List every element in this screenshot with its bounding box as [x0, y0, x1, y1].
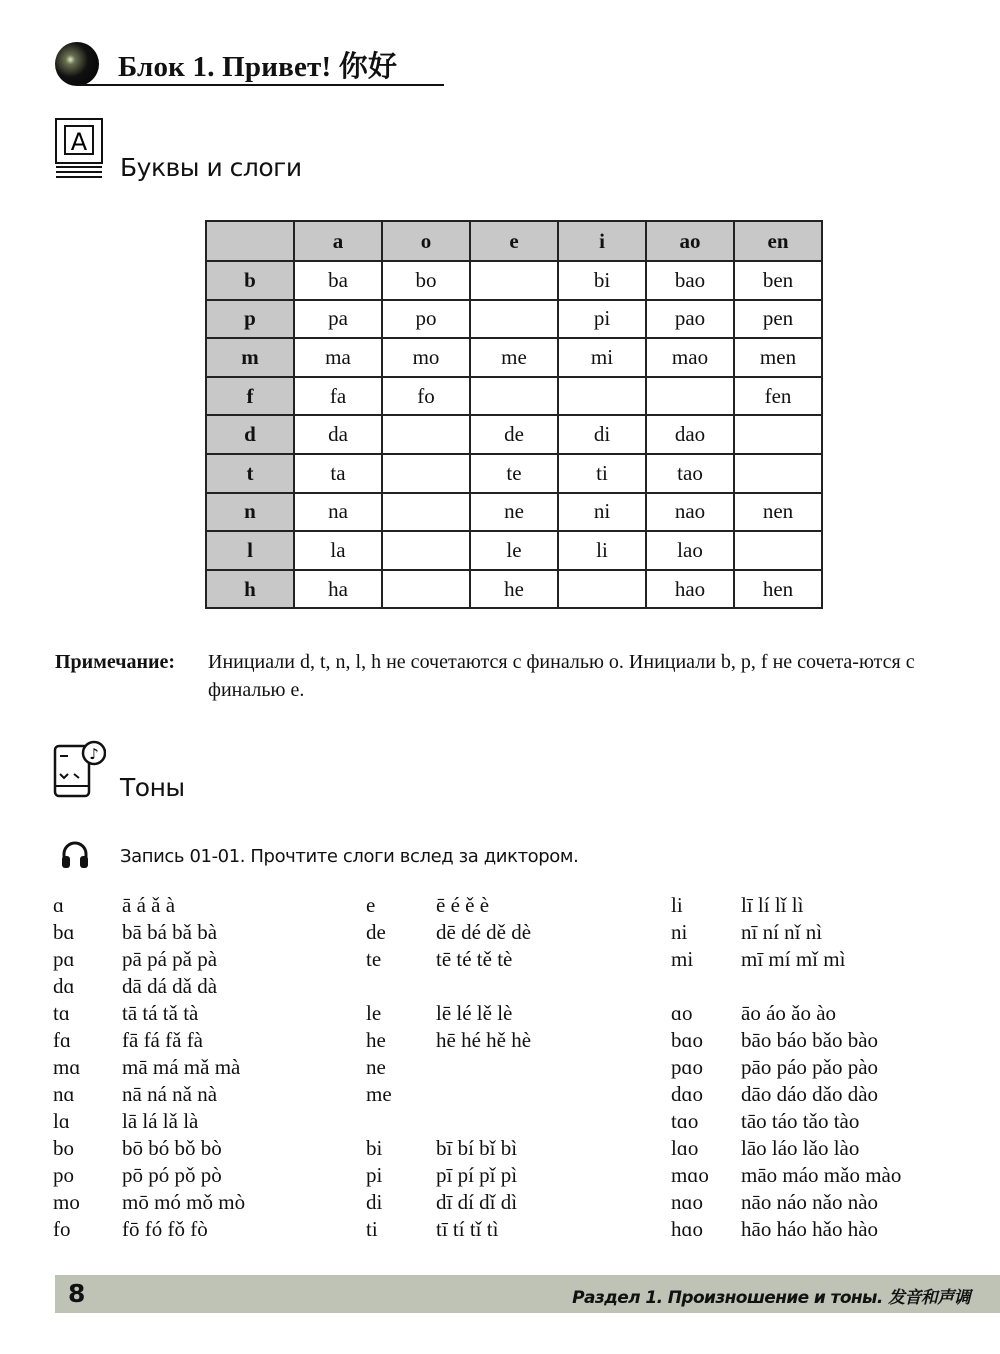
syllable: lɑo [671, 1136, 699, 1160]
note-text: Инициали d, t, n, l, h не сочетаются с финалью o. Инициали b, p, f не сочета-ются с финалью e. [208, 651, 915, 701]
section-title-letters: Буквы и слоги [120, 153, 302, 182]
syllable-tones: mā má mǎ mà [122, 1055, 241, 1079]
syllable: he [366, 1028, 386, 1052]
table-cell [734, 531, 822, 570]
syllable: ɑo [671, 1001, 693, 1025]
syllable: mi [671, 947, 694, 971]
table-cell [558, 570, 646, 609]
table-cell: de [470, 415, 558, 454]
syllable: nɑo [671, 1190, 703, 1214]
table-cell: bi [558, 261, 646, 300]
syllable: po [53, 1163, 74, 1187]
syllable-tones: nī ní nǐ nì [741, 920, 823, 944]
syllable-tones: lāo láo lǎo lào [741, 1136, 860, 1160]
recording-instruction: Запись 01-01. Прочтите слоги вслед за диктором. [120, 846, 579, 867]
headphones-icon [60, 840, 90, 870]
syllable-tones: bī bí bǐ bì [436, 1136, 518, 1160]
table-cell: mi [558, 338, 646, 377]
column-header: i [558, 221, 646, 261]
syllable-tones: pō pó pǒ pò [122, 1163, 222, 1187]
syllable: fɑ [53, 1028, 71, 1052]
table-cell: le [470, 531, 558, 570]
syllable: e [366, 893, 376, 917]
syllable: tɑo [671, 1109, 699, 1133]
syllable: lɑ [53, 1109, 70, 1133]
table-cell: bo [382, 261, 470, 300]
syllable: li [671, 893, 683, 917]
syllable: mɑo [671, 1163, 709, 1187]
table-row [206, 570, 822, 609]
table-cell: di [558, 415, 646, 454]
syllable: dɑ [53, 974, 75, 998]
syllable-tones: lē lé lě lè [436, 1001, 513, 1025]
footer-section-title: Раздел 1. Произношение и тоны. 发音和声调 [572, 1288, 970, 1308]
syllable: pi [366, 1163, 383, 1187]
syllable: bɑ [53, 920, 75, 944]
column-header: en [734, 221, 822, 261]
syllable-tones: pāo páo pǎo pào [741, 1055, 879, 1079]
table-cell: lao [646, 531, 734, 570]
syllable-tones: bā bá bǎ bà [122, 920, 218, 944]
syllable: te [366, 947, 382, 971]
column-header: o [382, 221, 470, 261]
table-cell: dao [646, 415, 734, 454]
syllable-tones: mō mó mǒ mò [122, 1190, 246, 1214]
note-label: Примечание: [55, 651, 176, 673]
table-cell: mo [382, 338, 470, 377]
syllable: de [366, 920, 386, 944]
syllable: hɑo [671, 1217, 703, 1241]
column-header [206, 221, 294, 261]
svg-text:♪: ♪ [89, 745, 99, 763]
syllable: ni [671, 920, 688, 944]
table-cell: ben [734, 261, 822, 300]
table-cell [382, 570, 470, 609]
note [55, 648, 975, 701]
table-cell: pao [646, 300, 734, 339]
table-cell: hen [734, 570, 822, 609]
syllable: fo [53, 1217, 71, 1241]
syllable: le [366, 1001, 382, 1025]
syllable-tones: hāo háo hǎo hào [741, 1217, 879, 1241]
syllable-tones: bāo báo bǎo bào [741, 1028, 879, 1052]
syllable-tones: tē té tě tè [436, 947, 513, 971]
syllable-tones: nā ná nǎ nà [122, 1082, 218, 1106]
syllable-tones: āo áo ǎo ào [741, 1001, 837, 1025]
syllable-tones: dā dá dǎ dà [122, 974, 218, 998]
syllable-tones: tāo táo tǎo tào [741, 1109, 860, 1133]
table-cell: pa [294, 300, 382, 339]
syllable-tones: nāo náo nǎo nào [741, 1190, 879, 1214]
table-cell: na [294, 493, 382, 532]
table-cell: men [734, 338, 822, 377]
syllable-tones: mī mí mǐ mì [741, 947, 846, 971]
syllable: dɑo [671, 1082, 703, 1106]
table-cell: nen [734, 493, 822, 532]
table-cell: hao [646, 570, 734, 609]
table-cell [382, 454, 470, 493]
row-header: f [206, 377, 294, 416]
table-cell: li [558, 531, 646, 570]
table-row [206, 338, 822, 377]
table-cell: ni [558, 493, 646, 532]
table-cell: tao [646, 454, 734, 493]
syllable: mɑ [53, 1055, 81, 1079]
syllable-tones: lā lá lǎ là [122, 1109, 199, 1133]
syllable-tones: pā pá pǎ pà [122, 947, 218, 971]
syllable: bo [53, 1136, 74, 1160]
table-cell [470, 300, 558, 339]
table-row [206, 377, 822, 416]
syllable-tones: ē é ě è [436, 893, 490, 917]
svg-text:A: A [70, 128, 88, 156]
syllable-tones: pī pí pǐ pì [436, 1163, 518, 1187]
syllable-tones: māo máo mǎo mào [741, 1163, 902, 1187]
syllable: bi [366, 1136, 383, 1160]
table-cell: ne [470, 493, 558, 532]
phone-music-icon [52, 740, 106, 798]
row-header: n [206, 493, 294, 532]
row-header: l [206, 531, 294, 570]
row-header: d [206, 415, 294, 454]
syllable-tones: tī tí tǐ tì [436, 1217, 499, 1241]
row-header: t [206, 454, 294, 493]
title-underline [78, 84, 444, 86]
syllable: pɑ [53, 947, 75, 971]
letter-book-icon [55, 118, 103, 180]
syllable: bɑo [671, 1028, 703, 1052]
syllable: mo [53, 1190, 80, 1214]
syllable-tones: dē dé dě dè [436, 920, 532, 944]
table-cell: pen [734, 300, 822, 339]
table-cell: ma [294, 338, 382, 377]
table-cell: pi [558, 300, 646, 339]
table-cell: da [294, 415, 382, 454]
table-cell: ti [558, 454, 646, 493]
table-cell: me [470, 338, 558, 377]
table-row [206, 493, 822, 532]
syllable-table [205, 220, 823, 609]
syllable-tones: dī dí dǐ dì [436, 1190, 518, 1214]
table-row [206, 454, 822, 493]
row-header: m [206, 338, 294, 377]
table-cell: fen [734, 377, 822, 416]
column-header: ao [646, 221, 734, 261]
table-cell: fo [382, 377, 470, 416]
table-cell: nao [646, 493, 734, 532]
table-cell [382, 531, 470, 570]
syllable-tones: lī lí lǐ lì [741, 893, 804, 917]
row-header: h [206, 570, 294, 609]
column-header: a [294, 221, 382, 261]
row-header: p [206, 300, 294, 339]
table-row [206, 300, 822, 339]
table-row [206, 531, 822, 570]
syllable: ne [366, 1055, 386, 1079]
syllable-tones: bō bó bǒ bò [122, 1136, 222, 1160]
section-title-tones: Тоны [120, 773, 185, 802]
row-header: b [206, 261, 294, 300]
table-cell [382, 415, 470, 454]
table-cell: mao [646, 338, 734, 377]
table-cell [734, 415, 822, 454]
table-row [206, 261, 822, 300]
syllable-tones: hē hé hě hè [436, 1028, 532, 1052]
bullet-ball-icon [55, 42, 99, 86]
table-cell: la [294, 531, 382, 570]
table-header-row [206, 221, 822, 261]
table-cell: po [382, 300, 470, 339]
table-cell [470, 377, 558, 416]
table-row [206, 415, 822, 454]
page-number: 8 [68, 1279, 86, 1308]
syllable: me [366, 1082, 392, 1106]
table-cell: he [470, 570, 558, 609]
table-cell [382, 493, 470, 532]
syllable: nɑ [53, 1082, 75, 1106]
table-cell: te [470, 454, 558, 493]
syllable: di [366, 1190, 383, 1214]
syllable-tones: fō fó fǒ fò [122, 1217, 208, 1241]
syllable: pɑo [671, 1055, 703, 1079]
table-cell [470, 261, 558, 300]
table-cell: ta [294, 454, 382, 493]
syllable: ti [366, 1217, 378, 1241]
syllable: tɑ [53, 1001, 70, 1025]
syllable-tones: tā tá tǎ tà [122, 1001, 199, 1025]
table-cell: ba [294, 261, 382, 300]
block-title: Блок 1. Привет! 你好 [118, 51, 398, 83]
syllable-tones: fā fá fǎ fà [122, 1028, 204, 1052]
table-cell [646, 377, 734, 416]
syllable-tones: ā á ǎ à [122, 893, 176, 917]
syllable: ɑ [53, 893, 64, 917]
column-header: e [470, 221, 558, 261]
table-cell: ha [294, 570, 382, 609]
table-cell: fa [294, 377, 382, 416]
table-cell [734, 454, 822, 493]
table-cell [558, 377, 646, 416]
syllable-tones: dāo dáo dǎo dào [741, 1082, 879, 1106]
table-cell: bao [646, 261, 734, 300]
